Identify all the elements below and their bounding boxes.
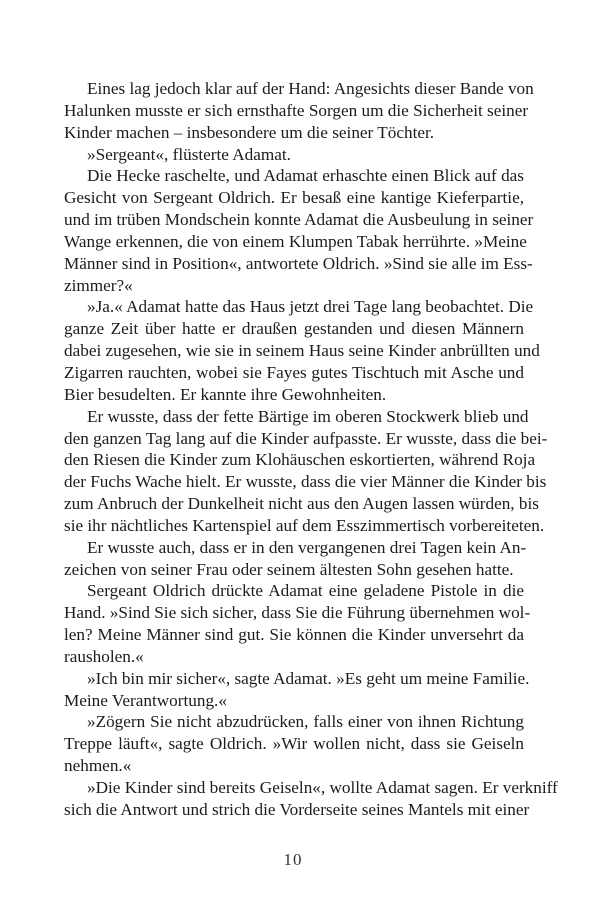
text-line: »Ich bin mir sicher«, sagte Adamat. »Es geht um meine Familie. — [87, 668, 530, 688]
text-line: Die Hecke raschelte, und Adamat erhaschte einen Blick auf das — [87, 166, 524, 186]
text-line: den ganzen Tag lang auf die Kinder aufpasste. Er wusste, dass die bei- — [64, 428, 548, 448]
text-line: Wange erkennen, die von einem Klumpen Tabak herrührte. »Meine — [64, 231, 527, 251]
text-line: und im trüben Mondschein konnte Adamat die Ausbeulung in seiner — [64, 210, 534, 230]
text-line: zeichen von seiner Frau oder seinem ältesten Sohn gesehen hatte. — [64, 559, 514, 579]
text-line: »Ja.« Adamat hatte das Haus jetzt drei Tage lang beobachtet. Die — [87, 297, 534, 317]
body-text — [64, 78, 558, 821]
text-line: Halunken musste er sich ernsthafte Sorgen um die Sicherheit seiner — [64, 100, 529, 120]
text-line: rausholen.« — [64, 646, 144, 666]
text-line: ganze Zeit über hatte er draußen gestanden und diesen Männern — [64, 319, 524, 339]
text-line: nehmen.« — [64, 756, 132, 776]
paragraph — [64, 537, 527, 581]
text-line: Eines lag jedoch klar auf der Hand: Angesichts dieser Bande von — [87, 79, 534, 98]
paragraph — [64, 668, 530, 712]
text-line: sich die Antwort und strich die Vorderseite seines Mantels mit einer — [64, 799, 530, 819]
text-line: »Zögern Sie nicht abzudrücken, falls einer von ihnen Richtung — [87, 712, 524, 732]
text-line: Bier besudelten. Er kannte ihre Gewohnheiten. — [64, 384, 387, 404]
text-line: dabei zugesehen, wie sie in seinem Haus seine Kinder anbrüllten und — [64, 341, 540, 361]
text-line: Er wusste auch, dass er in den vergangenen drei Tagen kein An- — [87, 537, 527, 557]
page-number: 10 — [283, 850, 303, 869]
text-line: Männer sind in Position«, antwortete Oldrich. »Sind sie alle im Ess- — [64, 253, 533, 273]
text-line: »Die Kinder sind bereits Geiseln«, wollte Adamat sagen. Er verkniff — [87, 778, 558, 797]
text-line: Hand. »Sind Sie sich sicher, dass Sie die Führung übernehmen wol- — [64, 603, 531, 623]
paragraph — [64, 78, 534, 144]
text-line: Zigarren rauchten, wobei sie Fayes gutes Tischtuch mit Asche und — [64, 362, 524, 382]
text-line: der Fuchs Wache hielt. Er wusste, dass die vier Männer die Kinder bis — [64, 472, 547, 492]
text-line: Kinder machen – insbesondere um die seiner Töchter. — [64, 122, 435, 142]
paragraph — [64, 406, 548, 537]
text-line: Er wusste, dass der fette Bärtige im oberen Stockwerk blieb und — [87, 406, 529, 426]
paragraph — [64, 165, 534, 296]
text-line: zimmer?« — [64, 275, 133, 295]
text-line: zum Anbruch der Dunkelheit nicht aus den Augen lassen würden, bis — [64, 494, 539, 514]
text-line: len? Meine Männer sind gut. Sie können die Kinder unversehrt da — [64, 625, 524, 645]
text-line: Meine Verantwortung.« — [64, 690, 227, 710]
text-line: Treppe läuft«, sagte Oldrich. »Wir wollen nicht, dass sie Geiseln — [64, 734, 524, 754]
paragraph — [64, 580, 531, 667]
text-line: Sergeant Oldrich drückte Adamat eine geladene Pistole in die — [87, 581, 524, 601]
paragraph — [64, 296, 540, 405]
paragraph — [64, 711, 524, 777]
paragraph — [64, 777, 558, 821]
text-line: »Sergeant«, flüsterte Adamat. — [87, 144, 291, 164]
text-line: Gesicht von Sergeant Oldrich. Er besaß eine kantige Kieferpartie, — [64, 188, 524, 208]
paragraph — [64, 144, 524, 166]
text-line: sie ihr nächtliches Kartenspiel auf dem Esszimmertisch vorbereiteten. — [64, 515, 545, 535]
text-line: den Riesen die Kinder zum Klohäuschen eskortierten, während Roja — [64, 450, 536, 470]
